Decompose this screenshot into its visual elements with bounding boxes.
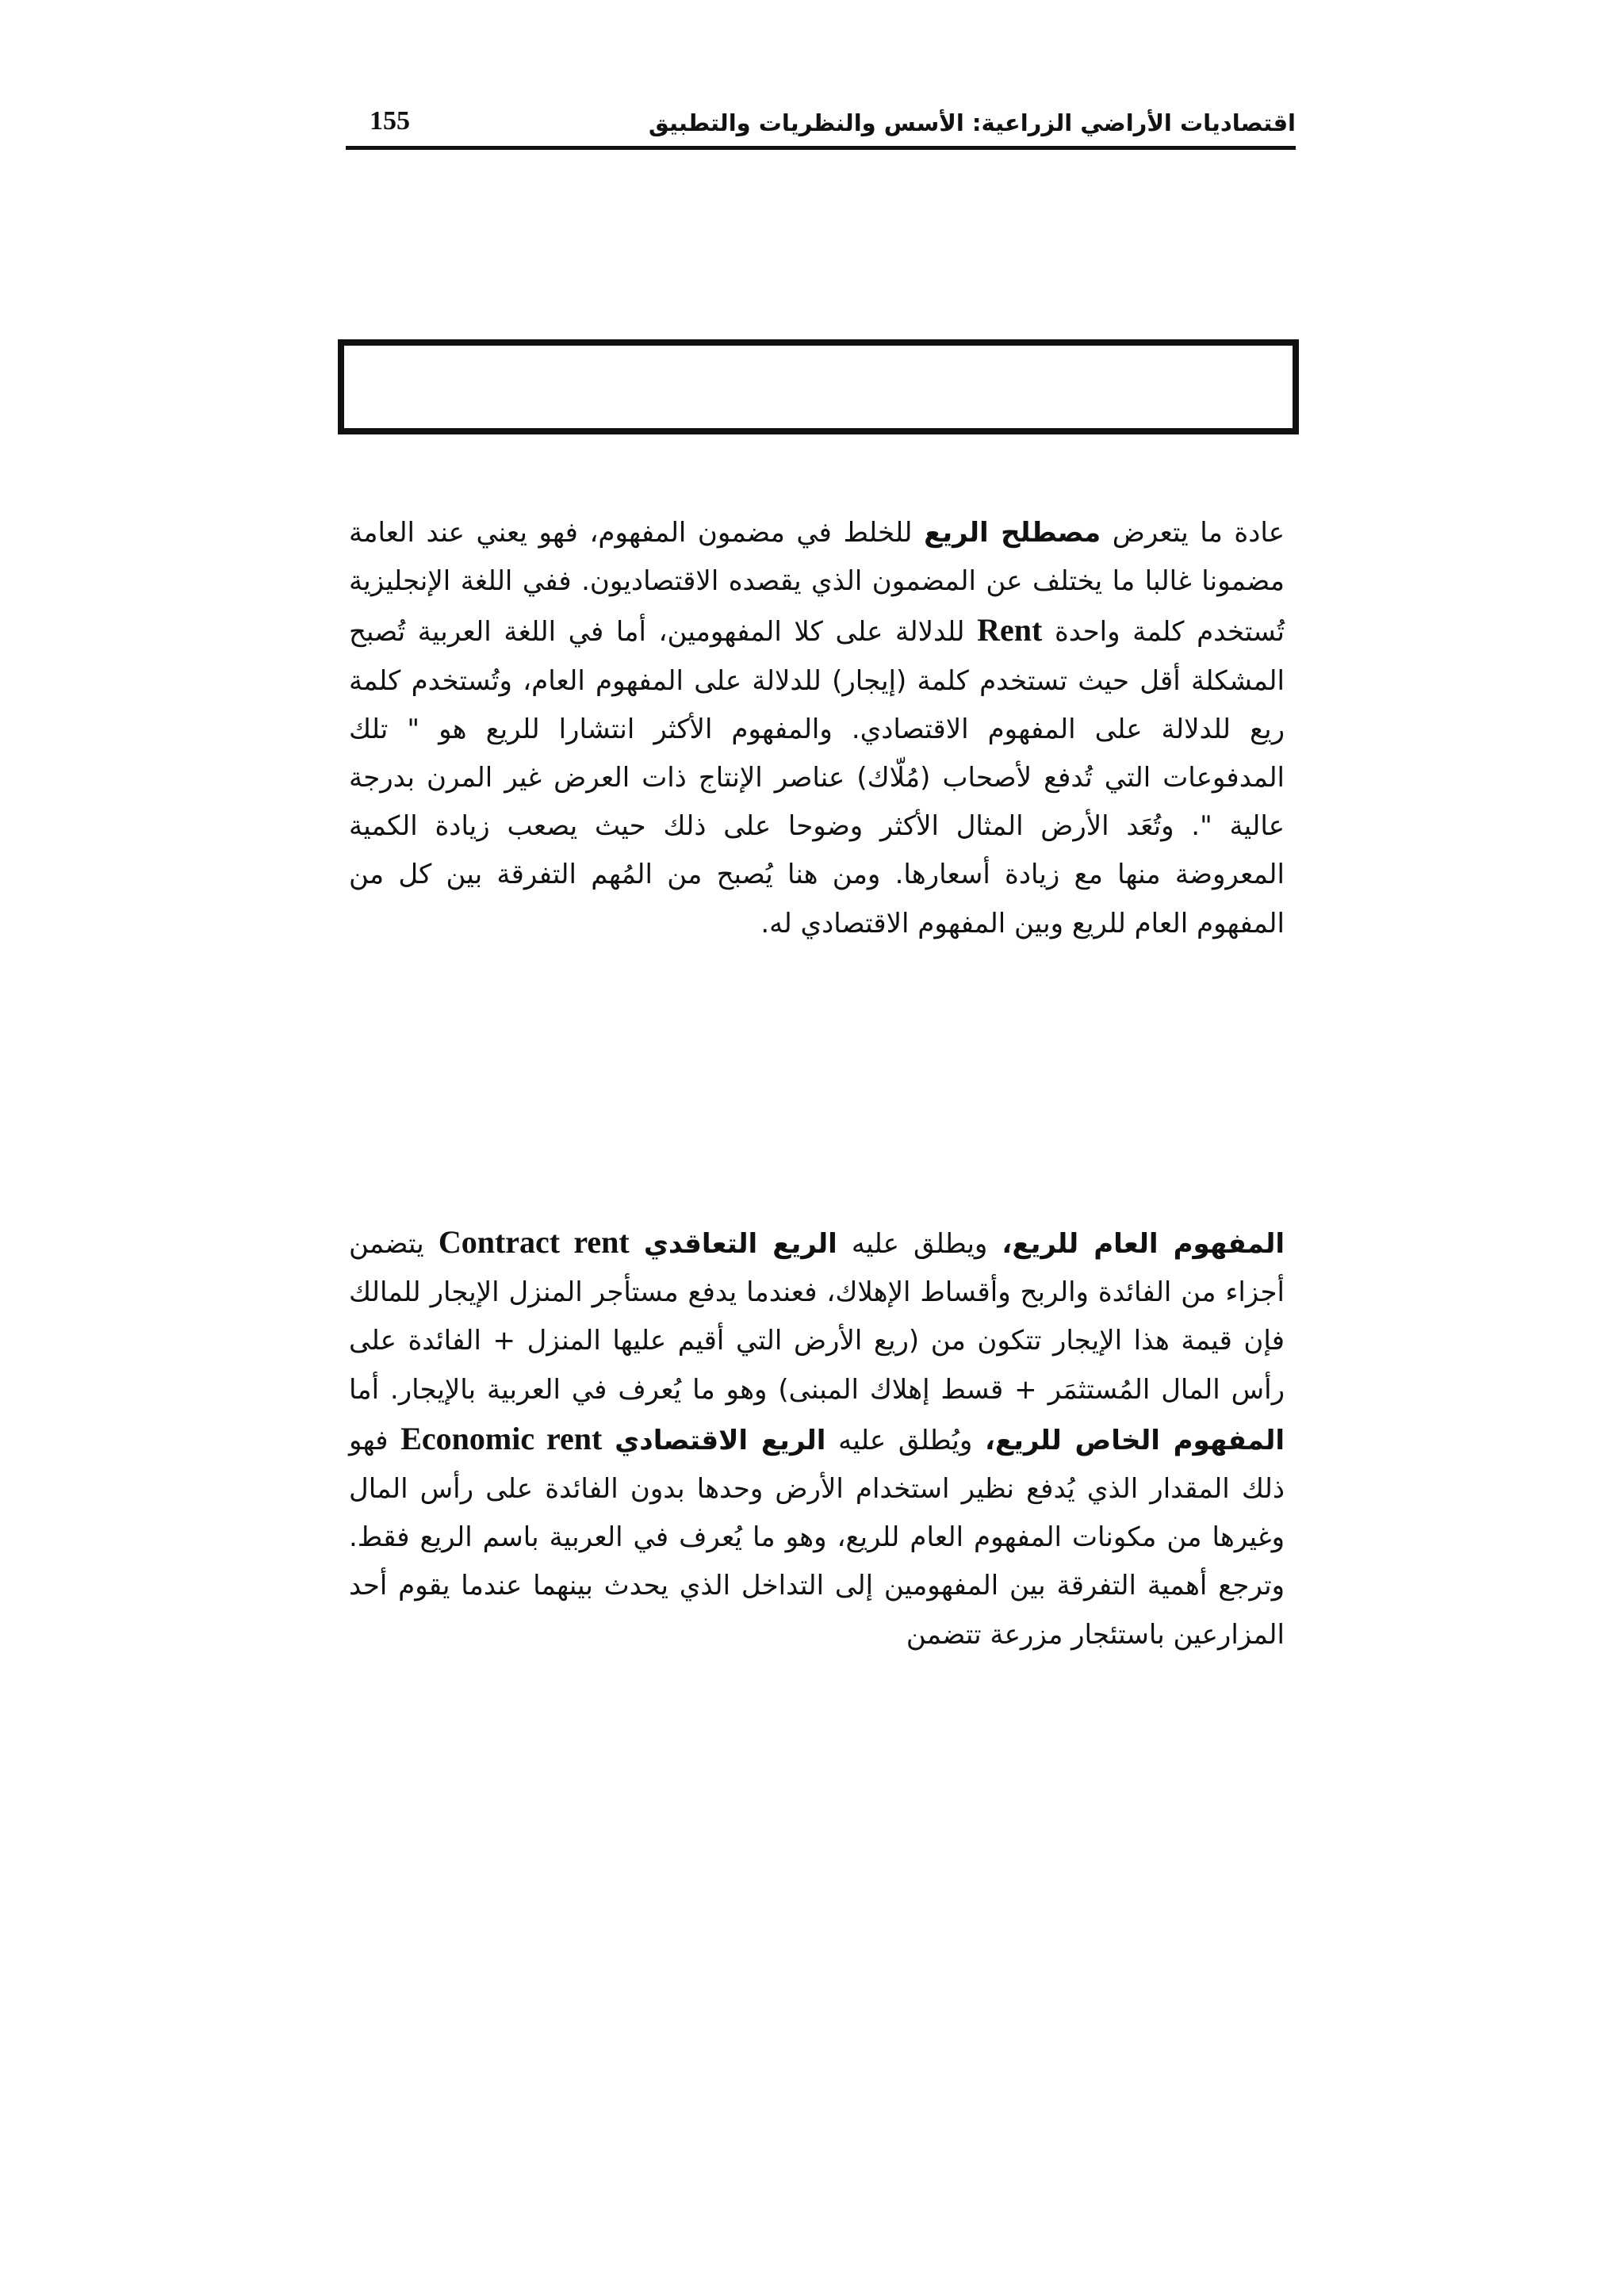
bold-term-contract-rent: الريع التعاقدي	[643, 1228, 837, 1260]
page-number: 155	[370, 106, 410, 136]
bold-term-rent: مصطلح الريع	[924, 517, 1101, 549]
text-run: يتضمن أجزاء من الفائدة والربح وأقساط الإهلاك، فعندما يدفع مستأجر المنزل الإيجار للمالك فإن قيمة هذا الإيجار تتكون من (ريع الأرض التي أقيم عليها المنزل + الفائدة على رأس المال المُستثمَر + قسط إهلاك المبنى) وهو ما يُعرف في العربية بالإيجار. أما	[349, 1228, 1285, 1406]
header-divider	[346, 146, 1296, 150]
english-term-contract-rent: Contract rent	[438, 1224, 630, 1260]
book-title: اقتصاديات الأراضي الزراعية: الأسس والنظريات والتطبيق	[648, 109, 1296, 136]
bold-term-general-concept: المفهوم العام للريع،	[1002, 1228, 1285, 1260]
paragraph-contract-vs-economic-rent	[349, 1218, 1285, 1659]
running-header	[346, 101, 1296, 151]
section-title-box	[338, 339, 1299, 434]
text-run: للدلالة على كلا المفهومين، أما في اللغة العربية تُصبح المشكلة أقل حيث تستخدم كلمة (إيجار) للدلالة على المفهوم العام، وتُستخدم كلمة ريع للدلالة على المفهوم الاقتصادي. والمفهوم الأكثر انتشارا للريع هو " تلك المدفوعات التي تُدفع لأصحاب (مُلّاك) عناصر الإنتاج ذات العرض غير المرن بدرجة عالية ". وتُعَد الأرض المثال الأكثر وضوحا على ذلك حيث يصعب زيادة الكمية المعروضة منها مع زيادة أسعارها. ومن هنا يُصبح من المُهم التفرقة بين كل من المفهوم العام للريع وبين المفهوم الاقتصادي له.	[349, 616, 1285, 939]
text-run: للخلط في مضمون المفهوم، فهو يعني عند العامة مضمونا غالبا ما يختلف عن المضمون الذي يقصده الاقتصاديون. ففي اللغة الإنجليزية تُستخدم كلمة واحدة	[349, 517, 1285, 649]
english-term-economic-rent: Economic rent	[400, 1420, 603, 1456]
text-run: ويُطلق عليه	[825, 1424, 985, 1456]
bold-term-economic-rent: الريع الاقتصادي	[615, 1424, 826, 1456]
paragraph-rent-concept	[349, 509, 1285, 948]
text-run: فهو ذلك المقدار الذي يُدفع نظير استخدام الأرض وحدها بدون الفائدة على رأس المال وغيرها من مكونات المفهوم العام للريع، وهو ما يُعرف في العربية باسم الريع فقط. وترجع أهمية التفرقة بين المفهومين إلى التداخل الذي يحدث بينهما عندما يقوم أحد المزارعين باستئجار مزرعة تتضمن	[349, 1424, 1285, 1651]
text-run: عادة ما يتعرض	[1101, 517, 1285, 549]
bold-term-special-concept: المفهوم الخاص للريع،	[985, 1424, 1285, 1456]
english-term-rent: Rent	[977, 612, 1043, 649]
text-run: ويطلق عليه	[837, 1228, 1002, 1260]
